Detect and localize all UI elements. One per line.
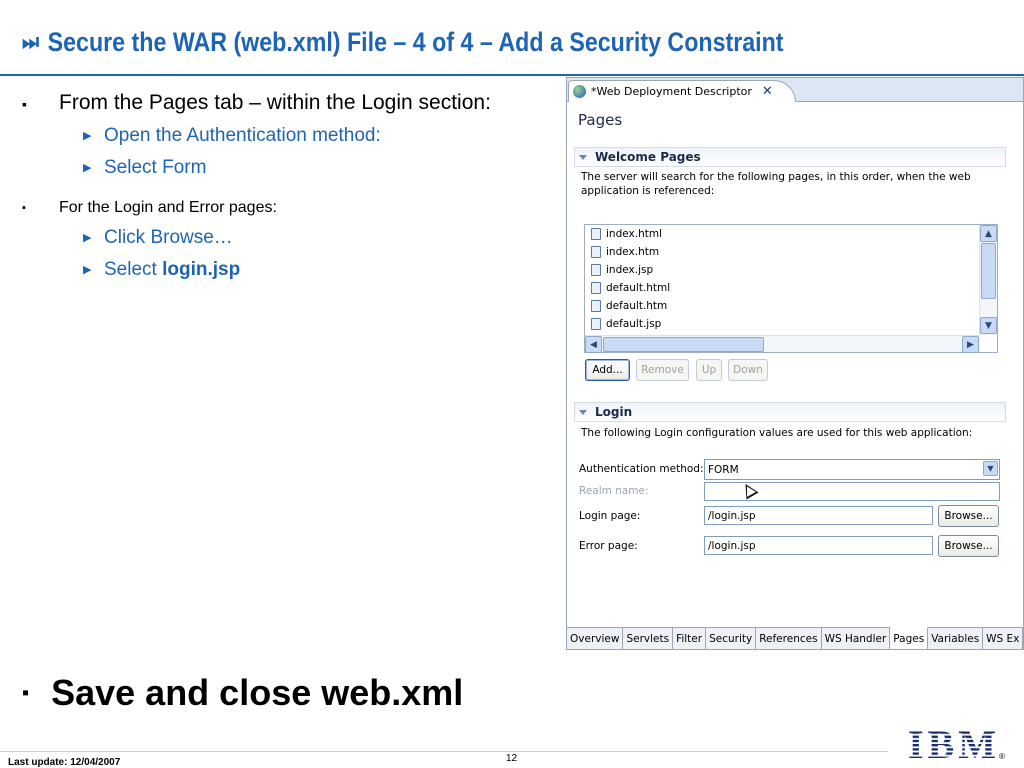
file-name: index.htm: [606, 246, 660, 258]
vertical-scrollbar[interactable]: [979, 225, 997, 335]
auth-method-value: FORM: [708, 463, 739, 476]
file-name: index.jsp: [606, 264, 654, 276]
chevron-down-icon[interactable]: ▼: [983, 461, 998, 476]
ibm-logo-text: IBM: [908, 723, 996, 761]
list-item[interactable]: [585, 315, 980, 333]
login-browse-button[interactable]: Browse...: [938, 505, 999, 527]
tab-variables[interactable]: Variables: [928, 628, 983, 650]
editor-tabstrip: [567, 78, 1024, 102]
save-instruction: [22, 672, 463, 714]
sub-bullet-text: Click Browse…: [104, 227, 233, 248]
save-text: Save and close web.xml: [51, 672, 464, 713]
welcome-file-items: [585, 225, 980, 335]
tab-filter[interactable]: Filter: [673, 628, 706, 650]
file-icon: [591, 318, 601, 330]
login-description: The following Login configuration values are used for this web application:: [581, 427, 973, 439]
twisty-expanded-icon[interactable]: [579, 410, 587, 415]
down-button[interactable]: Down: [728, 359, 768, 381]
list-item[interactable]: [585, 225, 980, 243]
file-name: index.html: [606, 228, 662, 240]
list-item[interactable]: [585, 261, 980, 279]
editor-tab-label: *Web Deployment Descriptor: [591, 85, 752, 98]
add-button[interactable]: Add...: [585, 359, 630, 381]
error-page-label: Error page:: [579, 540, 638, 552]
sub-bullet-marker: ▶: [83, 162, 92, 174]
tab-ws-ext[interactable]: WS Ex: [983, 628, 1023, 650]
footer-divider: [0, 751, 888, 752]
editor-tab[interactable]: [568, 80, 796, 102]
sub-bullet-select-form: [22, 152, 542, 184]
tab-security[interactable]: Security: [706, 628, 756, 650]
scroll-thumb[interactable]: [981, 243, 996, 299]
login-section-header[interactable]: [574, 402, 1006, 422]
remove-button[interactable]: Remove: [636, 359, 689, 381]
page-heading: Pages: [578, 111, 623, 129]
file-name: default.html: [606, 282, 671, 294]
sub-bullet-prefix: Select: [104, 259, 163, 280]
bullet-marker: ▪: [22, 681, 30, 704]
error-page-field[interactable]: /login.jsp: [704, 536, 933, 555]
footer-date: Last update: 12/04/2007: [8, 757, 121, 768]
realm-name-label: Realm name:: [579, 485, 649, 497]
tab-ws-handler[interactable]: WS Handler: [822, 628, 891, 650]
file-icon: [591, 228, 601, 240]
slide-title-text: Secure the WAR (web.xml) File – 4 of 4 – Add a Security Constraint: [47, 26, 784, 57]
bullet-text: From the Pages tab – within the Login section:: [59, 91, 491, 114]
twisty-expanded-icon[interactable]: [579, 155, 587, 160]
bullet-login-error: [22, 198, 542, 218]
bullet-marker: ▪: [22, 202, 26, 214]
file-icon: [591, 264, 601, 276]
sub-bullet-select-login: [22, 254, 542, 286]
sub-bullet-open-auth: [22, 120, 542, 152]
list-item[interactable]: [585, 243, 980, 261]
bullet-list: [22, 90, 542, 286]
sub-bullet-click-browse: [22, 222, 542, 254]
file-icon: [591, 246, 601, 258]
tab-overview[interactable]: Overview: [567, 628, 623, 650]
tab-servlets[interactable]: Servlets: [623, 628, 673, 650]
file-icon: [591, 282, 601, 294]
registered-mark: ®: [999, 752, 1005, 761]
scroll-right-icon[interactable]: ▶: [962, 336, 979, 353]
bullet-text: For the Login and Error pages:: [59, 199, 277, 216]
list-item[interactable]: [585, 297, 980, 315]
login-page-field[interactable]: /login.jsp: [704, 506, 933, 525]
auth-method-select[interactable]: [704, 459, 1000, 480]
scroll-left-icon[interactable]: ◀: [585, 336, 602, 353]
welcome-file-list[interactable]: [584, 224, 998, 353]
login-page-label: Login page:: [579, 510, 641, 522]
welcome-description: The server will search for the following pages, in this order, when the web application is referenced:: [581, 171, 971, 197]
scroll-thumb[interactable]: [603, 337, 764, 352]
skip-forward-icon: ⏭: [22, 29, 40, 54]
editor-window: [566, 77, 1024, 650]
scroll-down-icon[interactable]: ▼: [980, 317, 997, 334]
close-icon[interactable]: ✕: [761, 84, 773, 99]
sub-bullet-bold: login.jsp: [162, 259, 241, 280]
title-divider: [0, 74, 1024, 76]
horizontal-scrollbar[interactable]: [585, 335, 980, 352]
sub-bullet-text: Select Form: [104, 157, 207, 178]
sub-bullet-marker: ▶: [83, 130, 92, 142]
page-number: 12: [506, 753, 518, 764]
error-browse-button[interactable]: Browse...: [938, 535, 999, 557]
sub-bullets-auth: [22, 120, 542, 184]
auth-method-label: Authentication method:: [579, 463, 704, 475]
ibm-logo-icon: [906, 723, 998, 761]
sub-bullet-marker: ▶: [83, 232, 92, 244]
file-name: default.htm: [606, 300, 668, 312]
bullet-marker: ▪: [22, 96, 27, 112]
login-section-title: Login: [595, 405, 633, 419]
list-item[interactable]: [585, 279, 980, 297]
file-icon: [591, 300, 601, 312]
bottom-tab-bar: [567, 627, 1024, 649]
scroll-up-icon[interactable]: ▲: [980, 225, 997, 242]
tab-pages[interactable]: Pages: [890, 627, 928, 650]
tab-references[interactable]: References: [756, 628, 821, 650]
sub-bullet-text: Open the Authentication method:: [104, 125, 381, 146]
bullet-pages-tab: [22, 90, 542, 116]
sub-bullet-marker: ▶: [83, 264, 92, 276]
welcome-section-header[interactable]: [574, 147, 1006, 167]
up-button[interactable]: Up: [696, 359, 722, 381]
slide-title: [22, 22, 784, 62]
globe-icon: [573, 85, 586, 98]
welcome-section-title: Welcome Pages: [595, 150, 701, 164]
file-name: default.jsp: [606, 318, 662, 330]
